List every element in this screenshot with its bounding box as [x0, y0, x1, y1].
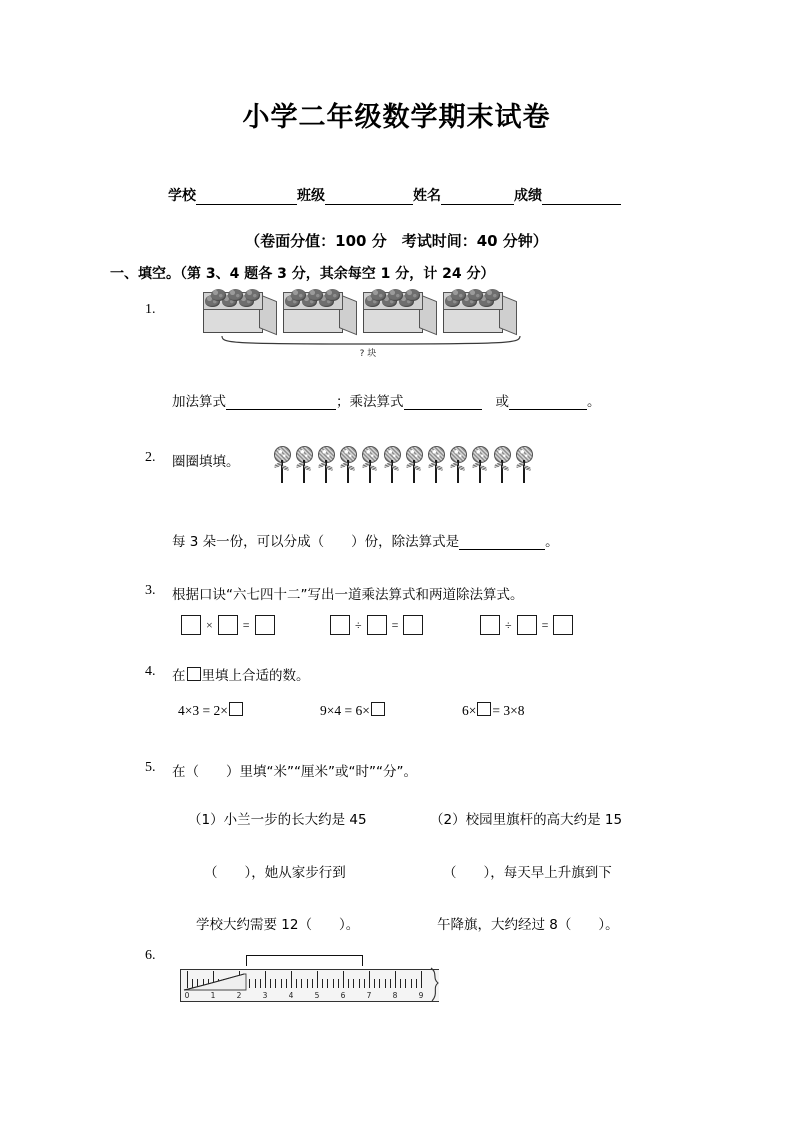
flower-icon	[361, 446, 378, 484]
flower-leaf-right	[392, 465, 400, 471]
ruler-figure	[180, 955, 445, 1001]
ruler-tick-minor	[312, 979, 313, 988]
q5-sub2-line2[interactable]: （ ），每天早上升旗到下	[443, 865, 612, 881]
ruler-tick-minor	[390, 979, 391, 988]
q3-eq3-op1: ÷	[505, 617, 512, 632]
ruler-tick-major	[343, 971, 344, 988]
question-2-answer-line	[172, 530, 559, 550]
q3-eq1-op2: =	[242, 617, 250, 632]
q4-eq1-box[interactable]	[229, 702, 243, 716]
q3-eq2-box-c[interactable]	[403, 615, 423, 635]
ruler-tick-minor	[353, 979, 354, 988]
identity-label-score: 成绩	[514, 188, 542, 204]
chocolate-piece	[388, 289, 403, 301]
question-number-6: 6.	[145, 948, 156, 963]
ruler-tick-minor	[348, 979, 349, 988]
ruler-tick-major	[317, 971, 318, 988]
q3-eq1-box-c[interactable]	[255, 615, 275, 635]
flower-icon	[405, 446, 422, 484]
ruler-tick-minor	[333, 979, 334, 988]
q3-equation-1	[178, 615, 278, 635]
chocolate-piece	[451, 289, 466, 301]
q4-eq2-box[interactable]	[371, 702, 385, 716]
question-2-prompt: 圈圈填填。	[172, 454, 240, 470]
question-4-prompt	[172, 664, 310, 684]
q4-equation-3	[462, 702, 524, 719]
ruler-tick-label: 6	[340, 991, 346, 1000]
flower-leaf-right	[458, 465, 466, 471]
chocolate-box	[283, 288, 355, 335]
q1-mul-blank-1[interactable]	[404, 396, 482, 410]
question-number-1: 1.	[145, 302, 156, 317]
flower-icon	[493, 446, 510, 484]
student-identity-row	[168, 185, 638, 205]
flower-leaf-right	[326, 465, 334, 471]
question-number-3: 3.	[145, 583, 156, 598]
ruler-tick-major	[421, 971, 422, 988]
q4-prompt-box-icon	[187, 667, 201, 681]
chocolate-box	[443, 288, 515, 335]
ruler-tick-minor	[359, 979, 360, 988]
ruler-tick-major	[291, 971, 292, 988]
q3-eq1-op1: ×	[206, 617, 213, 632]
ruler-tick-minor	[374, 979, 375, 988]
q3-eq1-box-b[interactable]	[218, 615, 238, 635]
flower-icon	[515, 446, 532, 484]
q3-equation-3	[477, 615, 576, 635]
ruler-tick-label: 2	[236, 991, 242, 1000]
question-number-2: 2.	[145, 450, 156, 465]
ruler-tick-major	[369, 971, 370, 988]
chocolate-box-front	[443, 307, 503, 333]
flower-icon	[317, 446, 334, 484]
q4-eq3-left: 6×	[462, 703, 477, 718]
ruler-tick-minor	[385, 979, 386, 988]
q3-equation-2	[327, 615, 426, 635]
chocolate-piece	[468, 289, 483, 301]
q1-mul-blank-2[interactable]	[509, 396, 587, 410]
identity-blank-class[interactable]	[325, 190, 413, 205]
q5-sub1-line2[interactable]: （ ），她从家步行到	[204, 865, 346, 881]
chocolate-piece	[291, 289, 306, 301]
ruler-tick-minor	[307, 979, 308, 988]
ruler-tick-label: 0	[184, 991, 190, 1000]
chocolate-box-front	[283, 307, 343, 333]
question-3-prompt: 根据口诀“六七四十二”写出一道乘法算式和两道除法算式。	[172, 587, 524, 603]
flower-icon	[295, 446, 312, 484]
chocolate-piece	[308, 289, 323, 301]
q4-eq3-box[interactable]	[477, 702, 491, 716]
q3-eq3-box-b[interactable]	[517, 615, 537, 635]
q1-conjunction: 或	[495, 394, 509, 410]
chocolate-piece	[245, 289, 260, 301]
ruler-tick-label: 4	[288, 991, 294, 1000]
q5-sub2-line1: （2）校园里旗杆的高大约是 15	[430, 812, 623, 828]
chocolate-box-front	[203, 307, 263, 333]
brace-label-total: ? 块	[359, 349, 377, 359]
chocolate-box	[203, 288, 275, 335]
ruler-tick-minor	[296, 979, 297, 988]
q1-add-blank[interactable]	[226, 396, 336, 410]
flower-leaf-right	[480, 465, 488, 471]
question-1-answer-line	[172, 390, 601, 410]
flower-leaf-right	[348, 465, 356, 471]
flower-leaf-right	[370, 465, 378, 471]
ruler-tick-minor	[322, 979, 323, 988]
q3-eq3-box-c[interactable]	[553, 615, 573, 635]
ruler-tick-label: 7	[366, 991, 372, 1000]
ruler-tick-minor	[379, 979, 380, 988]
chocolate-box-front	[363, 307, 423, 333]
flower-icon	[471, 446, 488, 484]
q4-eq3-right: = 3×8	[492, 703, 525, 718]
ruler-tick-label: 5	[314, 991, 320, 1000]
q3-eq2-box-b[interactable]	[367, 615, 387, 635]
ruler-tick-minor	[411, 979, 412, 988]
q4-eq1-left: 4×3 = 2×	[178, 703, 228, 718]
ruler-tick-minor	[400, 979, 401, 988]
flower-icon	[383, 446, 400, 484]
ruler-tick-minor	[286, 979, 287, 988]
q2-division-blank[interactable]	[459, 536, 545, 550]
q5-sub1-line1: （1）小兰一步的长大约是 45	[188, 812, 367, 828]
identity-blank-score[interactable]	[542, 190, 621, 205]
flower-icon	[427, 446, 444, 484]
q3-eq2-op2: =	[391, 617, 399, 632]
q3-eq3-box-a[interactable]	[480, 615, 500, 635]
chocolate-piece	[405, 289, 420, 301]
q5-sub2-line3[interactable]: 午降旗，大约经过 8（ ）。	[437, 917, 619, 933]
page-title: 小学二年级数学期末试卷	[242, 102, 551, 133]
ruler-tick-label: 9	[418, 991, 424, 1000]
ruler-tick-label: 3	[262, 991, 268, 1000]
q2-answer-prefix: 每 3 朵一份，可以分成（ ）份，除法算式是	[172, 534, 460, 550]
q4-equation-1	[178, 702, 244, 719]
identity-label-school: 学校	[168, 188, 196, 204]
exam-meta-line: （卷面分值：100 分 考试时间：40 分钟）	[245, 232, 548, 250]
chocolate-piece	[371, 289, 386, 301]
flower-leaf-right	[282, 465, 290, 471]
q3-eq2-box-a[interactable]	[330, 615, 350, 635]
pencil-icon	[182, 971, 282, 991]
q1-period: 。	[587, 394, 601, 410]
flowers-figure	[273, 446, 538, 486]
ruler-tick-minor	[364, 979, 365, 988]
flower-leaf-right	[502, 465, 510, 471]
q1-mul-label: 乘法算式	[349, 394, 404, 410]
section-heading-fill-in-blanks: 一、填空。（第 3、4 题各 3 分，其余每空 1 分，计 24 分）	[110, 266, 495, 282]
chocolate-boxes-figure	[203, 288, 533, 360]
q3-eq1-box-a[interactable]	[181, 615, 201, 635]
ruler-torn-edge-icon	[430, 967, 444, 1002]
ruler-tick-minor	[301, 979, 302, 988]
ruler-tick-minor	[338, 979, 339, 988]
q4-equation-2	[320, 702, 386, 719]
q1-add-label: 加法算式	[172, 394, 226, 410]
ruler-tick-minor	[416, 979, 417, 988]
q4-eq2-left: 9×4 = 6×	[320, 703, 370, 718]
identity-blank-name[interactable]	[441, 190, 514, 205]
ruler-tick-minor	[405, 979, 406, 988]
ruler-tick-major	[395, 971, 396, 988]
q4-prompt-after: 里填上合适的数。	[201, 668, 310, 684]
q1-separator: ；	[336, 394, 350, 410]
chocolate-piece	[485, 289, 500, 301]
chocolate-piece	[228, 289, 243, 301]
question-5-prompt: 在（ ）里填“米”“厘米”或“时”“分”。	[172, 764, 417, 780]
identity-label-class: 班级	[297, 188, 325, 204]
ruler-tick-minor	[327, 979, 328, 988]
q3-eq2-op1: ÷	[355, 617, 362, 632]
flower-leaf-right	[436, 465, 444, 471]
question-number-4: 4.	[145, 664, 156, 679]
flower-leaf-right	[524, 465, 532, 471]
chocolate-box	[363, 288, 435, 335]
chocolate-piece	[325, 289, 340, 301]
ruler-tick-label: 8	[392, 991, 398, 1000]
flower-leaf-right	[304, 465, 312, 471]
q3-eq3-op2: =	[541, 617, 549, 632]
flower-icon	[449, 446, 466, 484]
identity-label-name: 姓名	[413, 188, 441, 204]
ruler-tick-label: 1	[210, 991, 216, 1000]
flower-icon	[339, 446, 356, 484]
flower-icon	[273, 446, 290, 484]
flower-leaf-right	[414, 465, 422, 471]
q2-answer-suffix: 。	[545, 534, 559, 550]
chocolate-piece	[211, 289, 226, 301]
measure-bracket-icon	[246, 955, 363, 966]
question-number-5: 5.	[145, 760, 156, 775]
q4-prompt-before: 在	[172, 668, 186, 684]
identity-blank-school[interactable]	[196, 190, 297, 205]
q5-sub1-line3[interactable]: 学校大约需要 12（ ）。	[196, 917, 360, 933]
